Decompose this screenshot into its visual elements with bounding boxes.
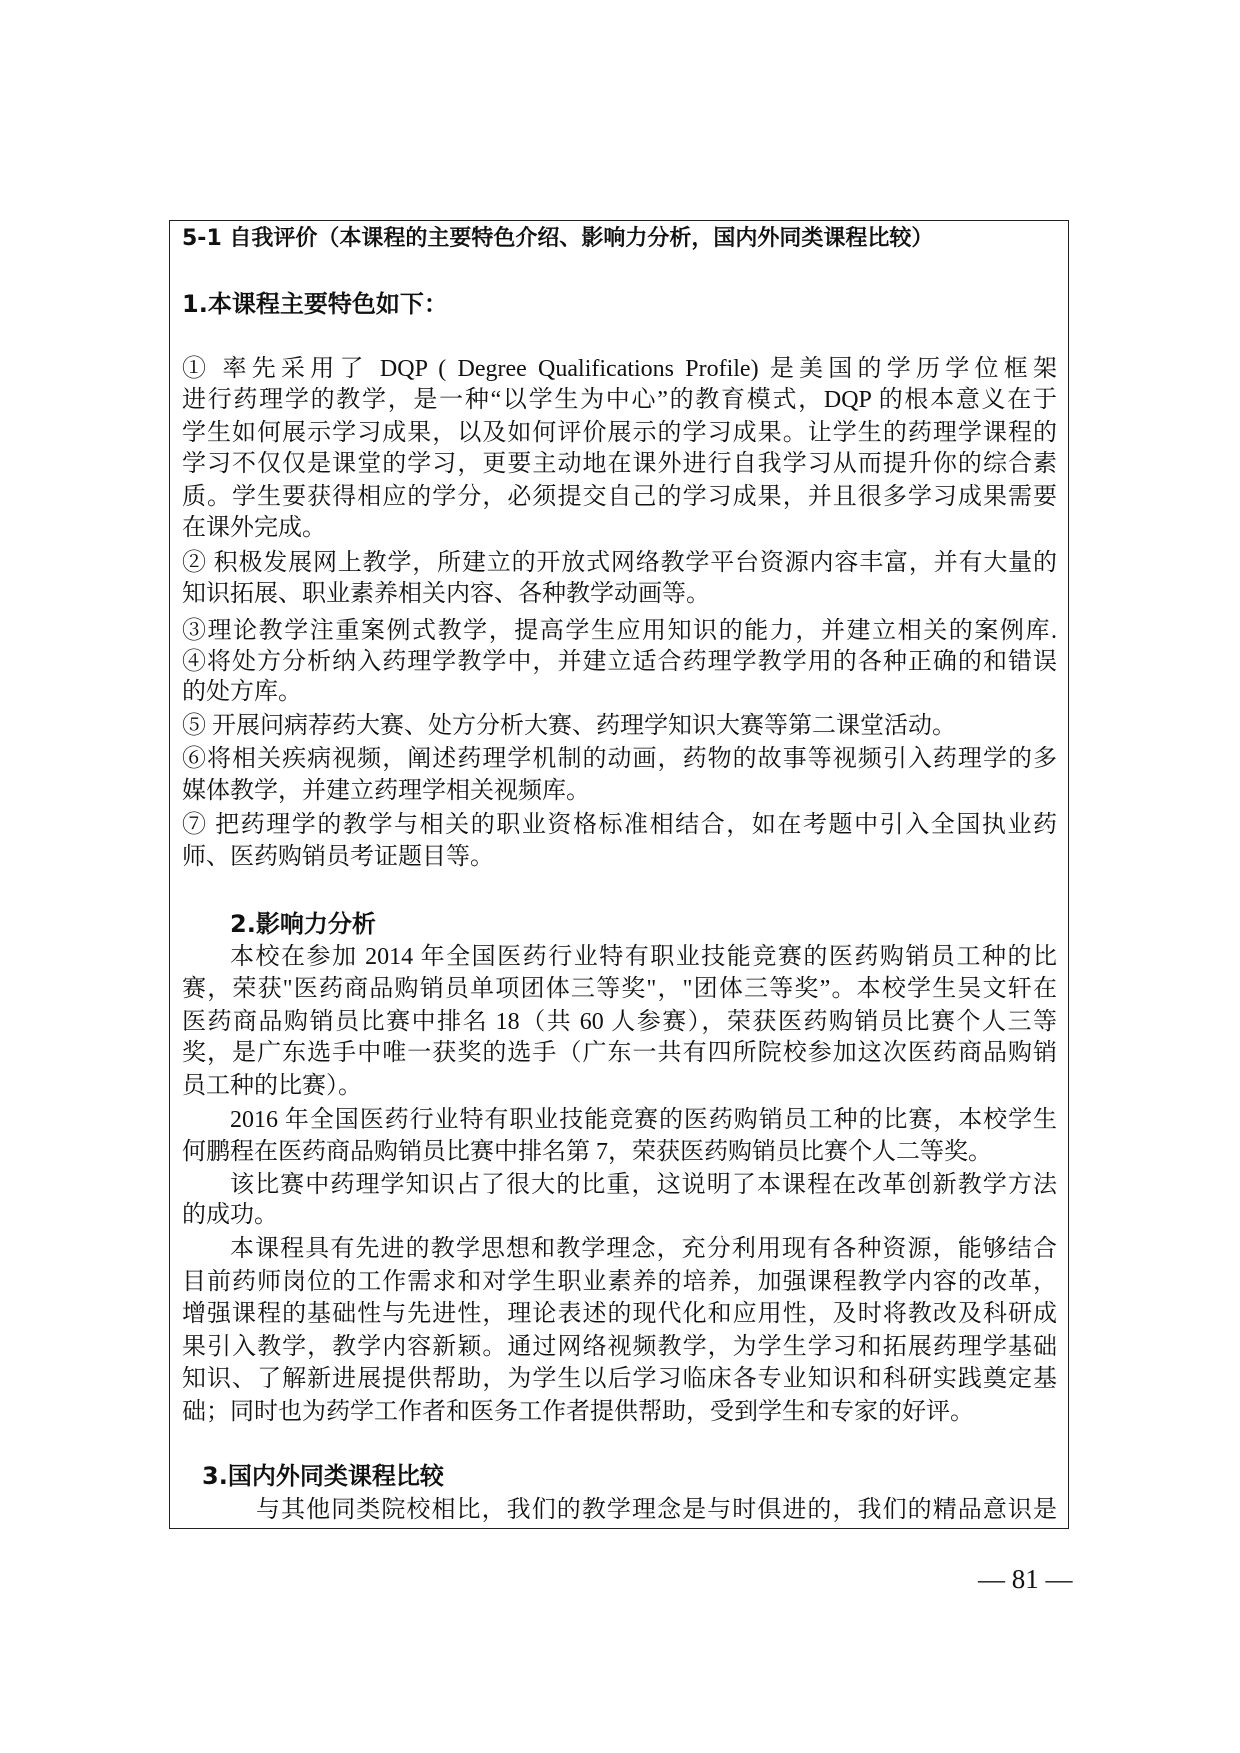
text-line: 员工种的比赛）。 — [182, 1073, 362, 1099]
section2-heading: 2.影响力分析 — [230, 910, 376, 938]
text-line: 目前药师岗位的工作需求和对学生职业素养的培养，加强课程教学内容的改革， — [182, 1269, 1057, 1295]
text-line: ⑦ 把药理学的教学与相关的职业资格标准相结合，如在考题中引入全国执业药 — [182, 812, 1057, 838]
section1-heading: 1.本课程主要特色如下： — [182, 290, 448, 318]
text-line: 学习不仅仅是课堂的学习，更要主动地在课外进行自我学习从而提升你的综合素 — [182, 451, 1057, 477]
text-line: 该比赛中药理学知识占了很大的比重，这说明了本课程在改革创新教学方法 — [230, 1172, 1057, 1198]
text-line: 的成功。 — [182, 1202, 278, 1228]
text-line: ① 率先采用了 DQP ( Degree Qualifications Profile) 是美国的学历学位框架 — [182, 356, 1057, 382]
text-line: 知识拓展、职业素养相关内容、各种教学动画等。 — [182, 581, 710, 607]
text-line: ② 积极发展网上教学，所建立的开放式网络教学平台资源内容丰富，并有大量的 — [182, 550, 1057, 576]
text-line: 2016 年全国医药行业特有职业技能竞赛的医药购销员工种的比赛，本校学生 — [230, 1107, 1057, 1133]
text-line: 医药商品购销员比赛中排名 18（共 60 人参赛），荣获医药购销员比赛个人三等 — [182, 1009, 1057, 1035]
text-line: 果引入教学，教学内容新颖。通过网络视频教学，为学生学习和拓展药理学基础 — [182, 1334, 1057, 1360]
text-line: 础；同时也为药学工作者和医务工作者提供帮助，受到学生和专家的好评。 — [182, 1399, 974, 1425]
text-line: 奖，是广东选手中唯一获奖的选手（广东一共有四所院校参加这次医药商品购销 — [182, 1040, 1057, 1066]
text-line: 本课程具有先进的教学思想和教学理念，充分利用现有各种资源，能够结合 — [230, 1236, 1057, 1262]
section-title: 5-1 自我评价（本课程的主要特色介绍、影响力分析，国内外同类课程比较） — [182, 226, 934, 251]
text-line: ⑥将相关疾病视频，阐述药理学机制的动画，药物的故事等视频引入药理学的多 — [182, 746, 1057, 772]
text-line: 知识、了解新进展提供帮助，为学生以后学习临床各专业知识和科研实践奠定基 — [182, 1366, 1057, 1392]
text-line: 的处方库。 — [182, 679, 302, 705]
text-line: ③理论教学注重案例式教学，提高学生应用知识的能力，并建立相关的案例库. — [182, 618, 1057, 644]
text-line: 质。学生要获得相应的学分，必须提交自己的学习成果，并且很多学习成果需要 — [182, 484, 1057, 510]
text-line: ④将处方分析纳入药理学教学中，并建立适合药理学教学用的各种正确的和错误 — [182, 649, 1057, 675]
text-line: 与其他同类院校相比，我们的教学理念是与时俱进的，我们的精品意识是 — [256, 1497, 1057, 1523]
text-line: 师、医药购销员考证题目等。 — [182, 844, 494, 870]
text-line: 何鹏程在医药商品购销员比赛中排名第 7，荣获医药购销员比赛个人二等奖。 — [182, 1139, 992, 1165]
text-line: 进行药理学的教学，是一种“以学生为中心”的教育模式，DQP 的根本意义在于 — [182, 387, 1057, 413]
text-line: 在课外完成。 — [182, 515, 326, 541]
section3-heading: 3.国内外同类课程比较 — [202, 1462, 444, 1490]
page-number: — 81 — — [978, 1564, 1073, 1594]
text-line: ⑤ 开展问病荐药大赛、处方分析大赛、药理学知识大赛等第二课堂活动。 — [182, 713, 956, 739]
text-line: 媒体教学，并建立药理学相关视频库。 — [182, 778, 590, 804]
text-line: 学生如何展示学习成果，以及如何评价展示的学习成果。让学生的药理学课程的 — [182, 420, 1057, 446]
text-line: 增强课程的基础性与先进性，理论表述的现代化和应用性，及时将教改及科研成 — [182, 1301, 1057, 1327]
text-line: 本校在参加 2014 年全国医药行业特有职业技能竞赛的医药购销员工种的比 — [230, 944, 1057, 970]
text-line: 赛，荣获"医药商品购销员单项团体三等奖"，"团体三等奖”。本校学生吴文轩在 — [182, 976, 1057, 1002]
